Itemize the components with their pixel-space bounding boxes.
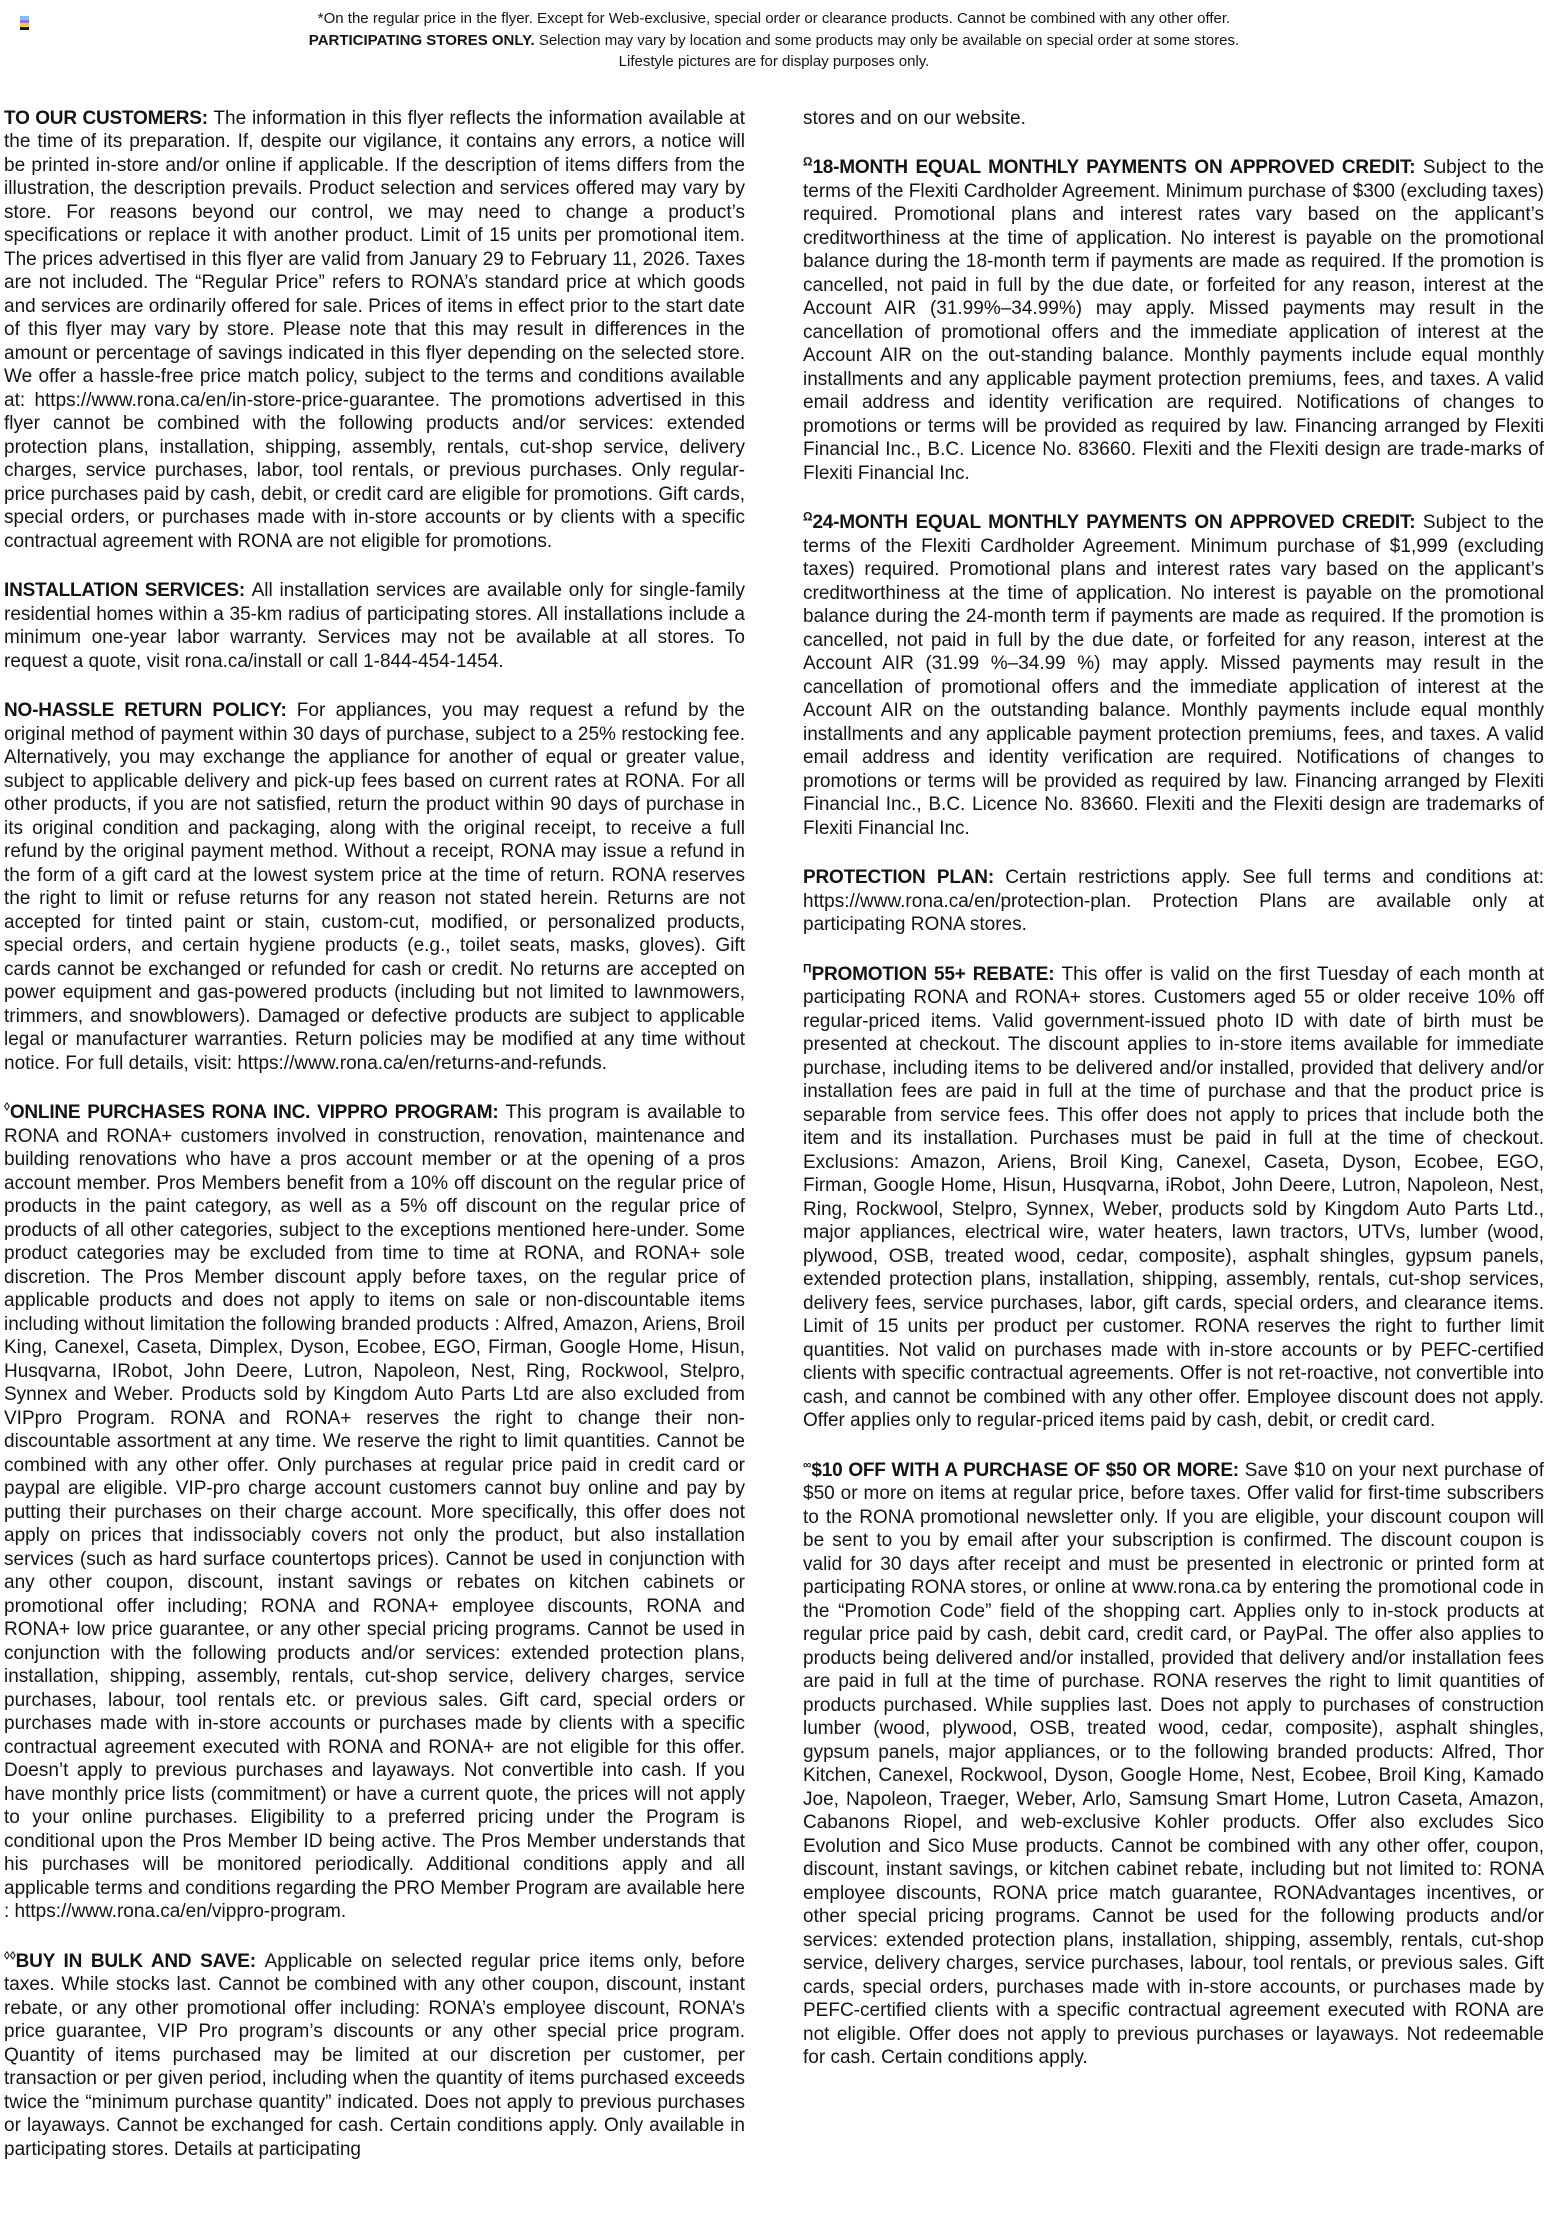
section-body: All installation services are available only for single-family residential homes within a 35-km radius of participating stores. All installations include a minimum one-year labor warranty. Services may not be available at all stores. To request a quote, visit rona.ca/install or call 1-844-454-1454. bbox=[4, 580, 745, 672]
header-line-regular-price-note: *On the regular price in the flyer. Except for Web-exclusive, special order or clearance products. Cannot be combined with any other offer. bbox=[317, 10, 1231, 27]
section-10-off-50-purchase bbox=[803, 1459, 1544, 2070]
section-installation-services bbox=[4, 579, 745, 673]
two-column-layout bbox=[4, 107, 1544, 2162]
header-line-lifestyle-pictures: Lifestyle pictures are for display purposes only. bbox=[618, 53, 930, 70]
section-no-hassle-return-policy bbox=[4, 699, 745, 1075]
section-24-month-payments bbox=[803, 511, 1544, 840]
section-heading: NO-HASSLE RETURN POLICY: bbox=[4, 700, 297, 721]
right-column bbox=[803, 107, 1544, 2070]
section-heading: TO OUR CUSTOMERS: bbox=[4, 107, 214, 129]
section-body: stores and on our website. bbox=[803, 107, 1026, 129]
section-online-purchases-vippro bbox=[4, 1101, 745, 1924]
section-continuation-text bbox=[803, 107, 1544, 131]
section-to-our-customers bbox=[4, 107, 745, 554]
section-heading: PROMOTION 55+ REBATE: bbox=[811, 963, 1062, 985]
section-heading: BUY IN BULK AND SAVE: bbox=[15, 1950, 265, 1972]
section-body: Certain restrictions apply. See full terms and conditions at: https://www.rona.ca/en/protection-plan. Protection Plans are available only at participating RONA stores. bbox=[803, 867, 1544, 935]
section-body: Save $10 on your next purchase of $50 or more on items at regular price, before taxes. Offer valid for first-time subscribers to the RONA promotional newsletter only. If you are eligible, your discount coupon will be sent to you by email after your subscription is confirmed. The discount coupon is valid for 30 days after receipt and must be presented in electronic or printed form at participating RONA stores, or online at www.rona.ca by entering the promotional code in the “Promotion Code” field of the shopping cart. Applies only to in-stock products at regular price paid by cash, debit card, credit card, or PayPal. The offer also applies to products being delivered and/or installed, provided that delivery and/or installation fees are paid in full at the time of purchase. RONA reserves the right to limit quantities of products purchased. While supplies last. Does not apply to purchases of construction lumber (wood, plywood, OSB, treated wood, cedar, composite), asphalt shingles, gypsum panels, major appliances, or to the following branded products: Alfred, Thor Kitchen, Canexel, Rockwool, Dyson, Google Home, Nest, Ecobee, Broil King, Kamado Joe, Napoleon, Traeger, Weber, Arlo, Samsung Smart Home, Lutron Caseta, Amazon, Cabanons Riopel, and web-exclusive Kohler products. Offer also excludes Sico Evolution and Sico Muse products. Cannot be combined with any other offer, coupon, discount, instant savings, or kitchen cabinet rebate, including but not limited to: RONA employee discounts, RONA price match guarantee, RONAdvantages incentives, or other special pricing programs. Cannot be used for the following products and/or services: extended protection plans, installation, shipping, assembly, rentals, cut-shop service, delivery charges, service purchases, labour, tool rentals, or previous sales. Gift cards, special orders, purchases made with in-store accounts, or purchases made by PEFC-certified clients with a specific contractual agreement executed with RONA are not eligible. Offer does not apply to previous purchases or layaways. Not redeemable for cash. Certain conditions apply. bbox=[803, 1459, 1545, 2068]
section-18-month-payments bbox=[803, 156, 1544, 485]
section-heading: ONLINE PURCHASES RONA INC. VIPPRO PROGRAM: bbox=[9, 1102, 506, 1123]
section-body: Subject to the terms of the Flexiti Cardholder Agreement. Minimum purchase of $1,999 (excluding taxes) required. Promotional plans and interest rates vary based on the applicant’s creditworthiness at the time of application. No interest is payable on the promotional balance during the 24-month term if payments are made as required. If the promotion is cancelled, not paid in full by the due date, or forfeited for any reason, interest at the Account AIR (31.99 %–34.99 %) may apply. Missed payments may result in the cancellation of promotional offers and the immediate application of interest at the Account AIR on the outstanding balance. Monthly payments include equal monthly installments and any applicable payment protection premiums, fees, and taxes. A valid email address and identity verification are required. Notifications of changes to promotions or terms will be provided as required by law. Financing arranged by Flexiti Financial Inc., B.C. Licence No. 83660. Flexiti and the Flexiti design are trademarks of Flexiti Financial Inc. bbox=[803, 512, 1544, 839]
section-promotion-55-rebate bbox=[803, 963, 1544, 1433]
section-body: This offer is valid on the first Tuesday of each month at participating RONA and RONA+ stores. Customers aged 55 or older receive 10% off regular-priced items. Valid government-issued photo ID with date of birth must be presented at checkout. The discount applies to in-store items available for immediate purchase, including items to be delivered and/or installed, provided that delivery and/or installation fees are paid in full at the time of purchase and that the product price is separable from service fees. This offer does not apply to prices that include both the item and its installation. Purchases must be paid in full at the time of checkout. Exclusions: Amazon, Ariens, Broil King, Canexel, Caseta, Dyson, Ecobee, EGO, Firman, Google Home, Hisun, Husqvarna, iRobot, John Deere, Lutron, Napoleon, Nest, Ring, Rockwool, Stelpro, Synnex, Weber, products sold by Kingdom Auto Parts Ltd., major appliances, electrical wire, water heaters, lawn tractors, UTVs, lumber (wood, plywood, OSB, treated wood, cedar, composite), asphalt shingles, gypsum panels, extended protection plans, installation, shipping, assembly, rentals, cut-shop services, delivery fees, service purchases, labor, gift cards, special orders, and clearance items. Limit of 15 units per product per customer. RONA reserves the right to further limit quantities. Not valid on purchases made with in-store accounts or by PEFC-certified clients with specific contractual agreements. Offer is not ret-roactive, not convertible into cash, and cannot be combined with any other offer. Employee discount does not apply. Offer applies only to regular-priced items paid by cash, debit, or credit card. bbox=[803, 963, 1544, 1431]
section-heading: $10 OFF WITH A PURCHASE OF $50 OR MORE: bbox=[811, 1459, 1245, 1481]
section-body: Subject to the terms of the Flexiti Cardholder Agreement. Minimum purchase of $300 (excluding taxes) required. Promotional plans and interest rates vary based on the applicant’s creditworthiness at the time of application. No interest is payable on the promotional balance during the 18-month term if payments are made as required. If the promotion is cancelled, not paid in full by the due date, or forfeited for any reason, interest at the Account AIR (31.99%–34.99%) may apply. Missed payments may result in the cancellation of promotional offers and the immediate application of interest at the Account AIR on the out-standing balance. Monthly payments include equal monthly installments and any applicable payment protection premiums, fees, and taxes. A valid email address and identity verification are required. Notifications of changes to promotions or terms will be provided as required by law. Financing arranged by Flexiti Financial Inc., B.C. Licence No. 83660. Flexiti and the Flexiti design are trade-marks of Flexiti Financial Inc. bbox=[803, 157, 1544, 484]
omega-footnote-symbol: Ω bbox=[803, 155, 813, 169]
double-diamond-footnote-symbol: ◊◊ bbox=[4, 1949, 16, 1963]
section-heading: INSTALLATION SERVICES: bbox=[4, 580, 252, 601]
infinity-footnote-symbol: ∞ bbox=[803, 1458, 812, 1472]
section-body: Applicable on selected regular price items only, before taxes. While stocks last. Cannot be combined with any other coupon, discount, instant rebate, or any other promotional offer including: RONA’s employee discount, RONA’s price guarantee, VIP Pro program’s discounts or any other special price program. Quantity of items purchased may be limited at our discretion per customer, per transaction or per given period, including when the quantity of items purchased exceeds twice the “minimum purchase quantity” indicated. Does not apply to previous purchases or layaways. Cannot be exchanged for cash. Certain conditions apply. Only available in participating stores. Details at participating bbox=[4, 1950, 746, 2160]
section-heading: 24-MONTH EQUAL MONTHLY PAYMENTS ON APPROVED CREDIT: bbox=[812, 512, 1423, 533]
section-body: The information in this flyer reflects the information available at the time of its preparation. If, despite our vigilance, it contains any errors, a notice will be printed in-store and/or online if applicable. If the description of items differs from the illustration, the description prevails. Product selection and services offered may vary by store. For reasons beyond our control, we may need to change a product’s specifications or replace it with another product. Limit of 15 units per promotional item. The prices advertised in this flyer are valid from January 29 to February 11, 2026. Taxes are not included. The “Regular Price” refers to RONA’s standard price at which goods and services are ordinarily offered for sale. Prices of items in effect prior to the start date of this flyer may vary by store. Please note that this may result in differences in the amount or percentage of savings indicated in this flyer depending on the selected store. We offer a hassle-free price match policy, subject to the terms and conditions available at: https://www.rona.ca/en/in-store-price-guarantee. The promotions advertised in this flyer cannot be combined with the following products and/or services: extended protection plans, installation, shipping, assembly, rentals, cut-shop service, delivery charges, service purchases, labor, tool rentals, or previous purchases. Only regular-price purchases paid by cash, debit, or credit card are eligible for promotions. Gift cards, special orders, or purchases made with in-store accounts or by clients with a specific contractual agreement with RONA are not eligible for promotions. bbox=[4, 107, 745, 552]
section-buy-in-bulk-and-save bbox=[4, 1950, 745, 2162]
participating-stores-text: Selection may vary by location and some products may only be available on special order at some stores. bbox=[534, 31, 1240, 49]
section-heading: 18-MONTH EQUAL MONTHLY PAYMENTS ON APPROVED CREDIT: bbox=[812, 157, 1423, 178]
omega-footnote-symbol: Ω bbox=[803, 510, 813, 524]
regmark-black-stripe bbox=[20, 27, 29, 31]
participating-stores-label: PARTICIPATING STORES ONLY. bbox=[308, 31, 535, 49]
section-protection-plan bbox=[803, 866, 1544, 937]
color-registration-mark-icon bbox=[20, 16, 29, 30]
pi-footnote-symbol: Π bbox=[803, 962, 812, 976]
header-line-participating-stores bbox=[4, 30, 1544, 52]
section-heading: PROTECTION PLAN: bbox=[803, 867, 1006, 888]
diamond-footnote-symbol: ◊ bbox=[4, 1100, 10, 1114]
header-disclaimer bbox=[4, 8, 1544, 73]
section-body: This program is available to RONA and RONA+ customers involved in construction, renovation, maintenance and building renovations who have a pros account member or at the opening of a pros account member. Pros Members benefit from a 10% off discount on the regular price of products in the paint category, as well as a 5% off discount on the regular price of products of all other categories, subject to the exceptions mentioned here-under. Some product categories may be excluded from time to time at RONA, and RONA+ sole discretion. The Pros Member discount apply before taxes, on the regular price of applicable products and does not apply to items on sale or non-discountable items including without limitation the following branded products : Alfred, Amazon, Ariens, Broil King, Canexel, Caseta, Dimplex, Dyson, Ecobee, EGO, Firman, Google Home, Hisun, Husqvarna, IRobot, John Deere, Lutron, Napoleon, Nest, Ring, Rockwool, Stelpro, Synnex and Weber. Products sold by Kingdom Auto Parts Ltd are also excluded from VIPpro Program. RONA and RONA+ reserves the right to change their non-discountable assortment at any time. We reserve the right to limit quantities. Cannot be combined with any other offer. Only purchases at regular price paid in credit card or paypal are eligible. VIP-pro charge account customers cannot buy online and pay by putting their purchases on their charge account. More specifically, this offer does not apply on prices that indissociably covers not only the product, but also installation services (such as hard surface countertops prices). Cannot be used in conjunction with any other coupon, discount, instant savings or rebates on kitchen cabinets or promotional offer including; RONA and RONA+ employee discounts, RONA and RONA+ low price guarantee, or any other special pricing programs. Cannot be used in conjunction with the following products and/or services: extended protection plans, installation, shipping, assembly, rentals, cut-shop service, delivery charges, service purchases, labour, tool rentals etc. or previous sales. Gift card, special orders or purchases made with in-store accounts or purchases made by clients with a specific contractual agreement executed with RONA and RONA+ are not eligible for this offer. Doesn’t apply to previous purchases and layaways. Not convertible into cash. If you have monthly price lists (commitment) or have a current quote, the prices will not apply to your online purchases. Eligibility to a preferred pricing under the Program is conditional upon the Pros Member ID being active. The Pros Member understands that his purchases will be monitored periodically. Additional conditions apply and all applicable terms and conditions regarding the PRO Member Program are available here : https://www.rona.ca/en/vippro-program. bbox=[4, 1102, 746, 1922]
section-body: For appliances, you may request a refund by the original method of payment within 30 days of purchase, subject to a 25% restocking fee. Alternatively, you may exchange the appliance for another of equal or greater value, subject to applicable delivery and pick-up fees based on current rates at RONA. For all other products, if you are not satisfied, return the product within 90 days of purchase in its original condition and packaging, along with the original receipt, to receive a full refund by the original payment method. Without a receipt, RONA may issue a refund in the form of a gift card at the lowest system price at the time of return. RONA reserves the right to limit or refuse returns for any reason not stated herein. Returns are not accepted for tinted paint or stain, custom-cut, modified, or personalized products, special orders, and certain hygiene products (e.g., toilet seats, masks, gloves). Gift cards cannot be exchanged or refunded for cash or credit. No returns are accepted on power equipment and gas-powered products (including but not limited to lawnmowers, trimmers, and snowblowers). Damaged or defective products are subject to applicable legal or manufacturer warranties. Return policies may be modified at any time without notice. For full details, visit: https://www.rona.ca/en/returns-and-refunds. bbox=[4, 700, 745, 1074]
left-column bbox=[4, 107, 745, 2162]
